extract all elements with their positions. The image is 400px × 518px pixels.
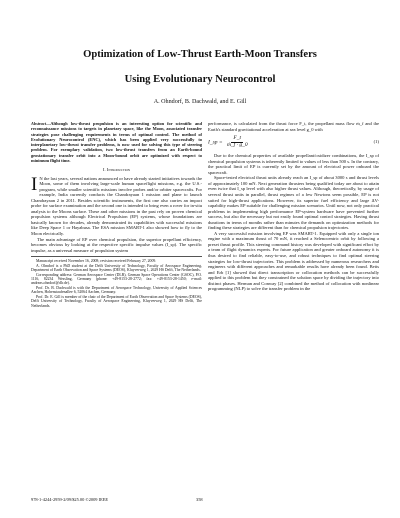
author-list: A. Ohndorf, B. Dachwald, and E. Gill xyxy=(153,99,247,105)
body-paragraph-3: Space-tested electrical thrust units already reach an I_sp of about 3000 s and thrust levels of approximately 100 mN. Next generation thrusters being qualified today are about to attain even twice that I_sp level with also higher thrust values. Although, theoretically, by usage of several thrust units in parallel, thrust regimes of a few Newtons seem possible, EP is not suited for high-thrust applications. However, its superior fuel efficiency and large ΔV-capability makes EP suitable for challenging mission scenarios. Until now, not only practical problems in implementing high performance EP-system hardware have prevented further success, but also the necessary but not easily found optimal control strategies. Having thrust durations in terms of months rather than minutes the demands on optimization methods for finding these strategies are different than for chemical propulsion trajectories. xyxy=(208,175,379,231)
body-paragraph-4: A very successful mission involving EP was SMART-1. Equipped with only a single ion engine with a maximum thrust of 70 mN, it reached a Selenocentric orbit by following a preset thrust profile. This steering command history was developed with significant effort by a team of flight dynamics experts. For future application and greater onboard autonomy it is thus desired to find reliable, easy-to-use, and robust techniques to find optimal steering strategies for low-thrust trajectories. This problem is addressed by numerous researchers and engineers with different approaches and remarkable results have already been found. Betts and Erb [1] showed that direct transcription or collocation methods can be successfully applied to this problem but they constrained the solution space by dividing the trajectory into distinct phases. Herman and Conway [2] combined the method of collocation with nonlinear programming (NLP) to solve the transfer problem in the xyxy=(208,230,379,292)
intro-paragraph-2: The main advantage of EP over chemical propulsion, the superior propellant efficiency, becomes obvious by looking at the respective specific impulse values (I_sp). The specific impulse, as a universal measure of propulsion system xyxy=(31,236,202,253)
equation-number: (1) xyxy=(373,139,379,145)
intro-paragraph-1: I N the last years, several nations announced or have already started initiatives towards the Moon, some of them involving large-scale human spaceflight missions, e.g. the U.S.-program, while smaller scientific missions involve probes and/or orbiter spacecrafts. For example, India currently conducts the Chandrayaan 1 mission and plane to launch Chandrayaan 2 in 2011. Besides scientific instruments, the first one also carries an impact probe for surface examination and the second one is intended to bring even a rover for in-situ analysis to the Moons surface. These and other missions in the past rely on proven chemical propulsion systems although Electrical Propulsion (EP) systems, whose foundations are basically known for decades, already demonstrated its capabilities with successful missions like Deep Space 1 or Hayabusa. The ESA mission SMART-1 also showed how to fly to the Moon electrically. xyxy=(31,173,202,237)
abstract-lead: Abstract xyxy=(31,121,46,126)
right-column xyxy=(208,121,379,292)
equation-fraction xyxy=(227,136,248,148)
abstract xyxy=(31,121,202,163)
footnotes xyxy=(31,256,202,308)
body-paragraph-2: Due to the chemical properties of available propellant/oxidizer combinations, the I_sp of chemical propulsion systems is inherently limited to values of less than 500 s. In the contrary, the practical limit of EP is currently set by the amount of electrical power onboard the spacecraft. xyxy=(208,153,379,175)
equation-numerator: F_t xyxy=(233,135,242,142)
footnote-author-3: Prof. Dr. E. Gill is member of the chair of the Department of Earth Observation and Space Systems (DEOS), Delft University of Technology, Faculty of Aerospace Engineering, Kluyverweg 1, 2629 HS Delft, The Netherlands. xyxy=(31,294,202,308)
equation-denominator: ṁ_f · g_0 xyxy=(226,141,248,148)
footnote-received: Manuscript received November 16, 2008; revision received February 27, 2009. xyxy=(36,259,157,264)
footnote-corresponding: Corresponding address: German Aerospace Center (DLR), German Space Operations Center (GSOC), P.O. 1116, 82234 Wessling, Germany (phone: +49-8153-28-2772; fax: +49-8153-28-1450; e-mail: andreas.ohndorf@dlr.de). xyxy=(31,272,202,286)
left-column xyxy=(31,121,202,308)
body-paragraph-1: performance, is calculated from the thrust force F_t, the propellant mass flow ṁ_f and the Earth's standard gravitational acceleration at sea level g_0 with xyxy=(208,121,379,132)
equation-lhs: I_sp = xyxy=(208,139,223,146)
footnote-author-1: A. Ohndorf is a PhD student at the Delft University of Technology, Faculty of Aerospace Engineering, Department of Earth Observation and Space Systems (DEOS), Kluyverweg 1, 2629 HS Delft, The Netherlands. xyxy=(31,263,202,273)
section-heading-introduction: I. Introduction xyxy=(102,167,131,172)
paper-title-line-2: Using Evolutionary Neurocontrol xyxy=(124,74,276,85)
equation-1 xyxy=(208,136,379,148)
footnote-author-2: Prof. Dr. B. Dachwald is with the Department of Aerospace Technology, University of Applied Sciences Aachen, Hohenstaufenallee 6, 52064 Aachen, Germany. xyxy=(31,285,202,295)
footer-copyright: 978-1-4244-2959-2/09/$25.00 ©2009 IEEE xyxy=(31,497,109,502)
drop-cap: I xyxy=(31,173,38,195)
abstract-text: —Although low-thrust propulsion is an interesting option for scientific and reconnaissance missions to targets in planetary space, like the Moon, associated transfer strategies pose challenging requirements in terms of optimal control. The method of Evolutionary Neurocontrol (ENC), which has been applied very successfully to interplanetary low-thrust transfer problems, is now used for solving this type of steering problem. For exemplary validation, two low-thrust transfers from an Earth-bound geostationary transfer orbit into a Moon-bound orbit are optimized with respect to minimum flight time. xyxy=(31,121,202,163)
page-number: 358 xyxy=(196,497,203,502)
paper-title-line-1: Optimization of Low-Thrust Earth-Moon Transfers xyxy=(83,49,317,60)
